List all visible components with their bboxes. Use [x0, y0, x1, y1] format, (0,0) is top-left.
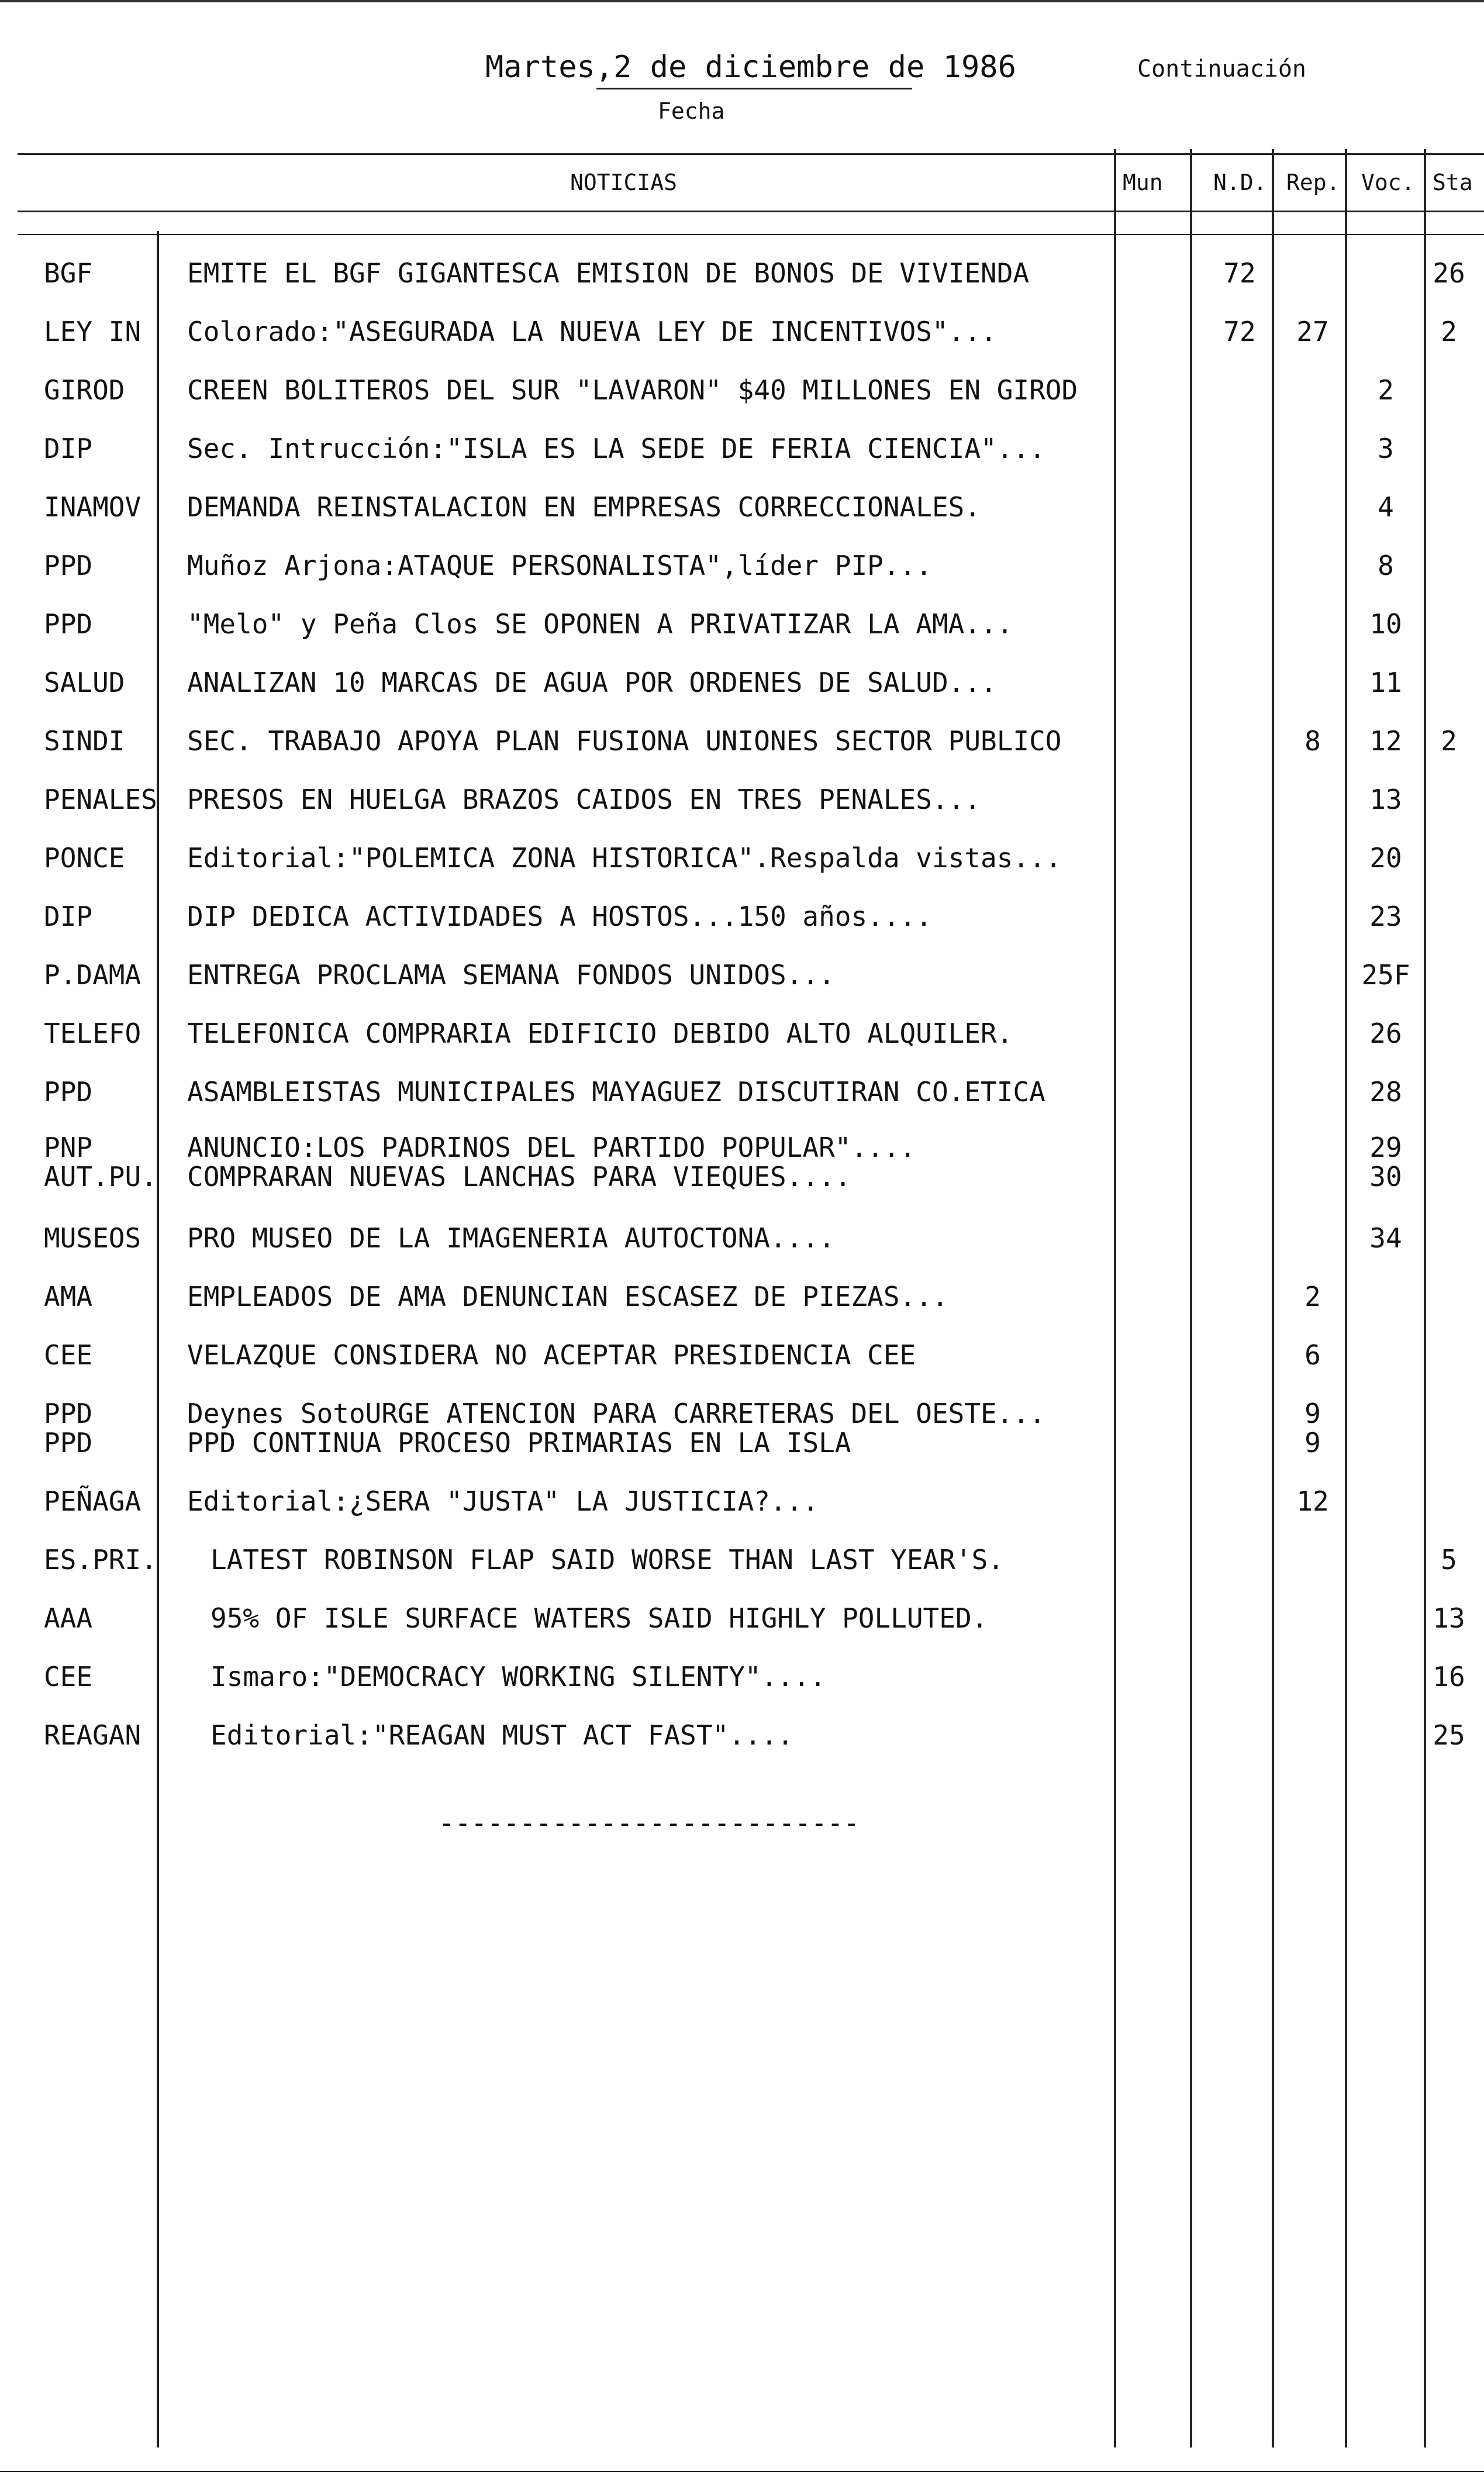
- row-voc-page: 13: [1369, 784, 1402, 815]
- row-headline: PPD CONTINUA PROCESO PRIMARIAS EN LA ISLA: [187, 1427, 851, 1459]
- row-code: DIP: [44, 901, 93, 932]
- row-voc-page: 11: [1369, 667, 1402, 698]
- col-header-voc: Voc.: [1361, 170, 1415, 195]
- row-code: PENALES: [44, 784, 157, 815]
- row-rep-page: 27: [1296, 316, 1329, 347]
- row-code: PEÑAGA: [44, 1485, 142, 1517]
- row-code: PPD: [44, 1076, 93, 1108]
- row-star-page: 25: [1433, 1719, 1465, 1751]
- row-star-page: 26: [1433, 257, 1465, 289]
- col-header-noticias: NOTICIAS: [570, 170, 678, 195]
- row-headline: Editorial:"REAGAN MUST ACT FAST"....: [210, 1719, 793, 1751]
- row-voc-page: 23: [1369, 901, 1402, 932]
- col-header-rep: Rep.: [1286, 170, 1340, 195]
- col-divider-code: [157, 231, 159, 2447]
- row-voc-page: 8: [1378, 550, 1394, 581]
- row-headline: CREEN BOLITEROS DEL SUR "LAVARON" $40 MILLONES EN GIROD: [187, 374, 1078, 406]
- row-star-page: 2: [1441, 725, 1457, 757]
- row-code: PNP: [44, 1132, 93, 1163]
- row-code: GIROD: [44, 374, 125, 406]
- row-voc-page: 25F: [1361, 959, 1410, 991]
- row-nd-page: 72: [1223, 257, 1256, 289]
- row-voc-page: 3: [1378, 433, 1394, 464]
- footer-dashes: --------------------------: [439, 1807, 860, 1839]
- top-border: [0, 0, 1484, 2]
- row-headline: LATEST ROBINSON FLAP SAID WORSE THAN LAST YEAR'S.: [210, 1544, 1005, 1576]
- row-code: PPD: [44, 550, 93, 581]
- row-headline: DEMANDA REINSTALACION EN EMPRESAS CORRECCIONALES.: [187, 491, 981, 523]
- row-code: LEY IN: [44, 316, 142, 347]
- row-headline: PRESOS EN HUELGA BRAZOS CAIDOS EN TRES PENALES...: [187, 784, 981, 815]
- row-voc-page: 2: [1378, 374, 1394, 406]
- row-code: DIP: [44, 433, 93, 464]
- row-voc-page: 20: [1369, 842, 1402, 874]
- row-headline: ASAMBLEISTAS MUNICIPALES MAYAGUEZ DISCUTIRAN CO.ETICA: [187, 1076, 1045, 1108]
- col-divider-voc: [1424, 149, 1426, 2447]
- row-headline: Deynes SotoURGE ATENCION PARA CARRETERAS DEL OESTE...: [187, 1398, 1045, 1429]
- row-headline: Muñoz Arjona:ATAQUE PERSONALISTA",líder PIP...: [187, 550, 932, 581]
- row-headline: Colorado:"ASEGURADA LA NUEVA LEY DE INCENTIVOS"...: [187, 316, 997, 347]
- row-code: AUT.PU.: [44, 1161, 157, 1192]
- row-headline: PRO MUSEO DE LA IMAGENERIA AUTOCTONA....: [187, 1222, 835, 1254]
- col-header-mun: Mun: [1123, 170, 1163, 195]
- row-headline: Editorial:¿SERA "JUSTA" LA JUSTICIA?...: [187, 1485, 819, 1517]
- row-headline: TELEFONICA COMPRARIA EDIFICIO DEBIDO ALTO ALQUILER.: [187, 1018, 1013, 1049]
- row-code: REAGAN: [44, 1719, 142, 1751]
- row-headline: 95% OF ISLE SURFACE WATERS SAID HIGHLY POLLUTED.: [210, 1602, 988, 1634]
- row-code: CEE: [44, 1339, 93, 1371]
- date-label: Fecha: [658, 98, 725, 124]
- row-headline: Ismaro:"DEMOCRACY WORKING SILENTY"....: [210, 1661, 826, 1692]
- date-text: Martes,2 de diciembre de 1986: [485, 50, 1016, 85]
- col-header-nd: N.D.: [1213, 170, 1267, 195]
- col-divider-mun: [1190, 149, 1192, 2447]
- row-voc-page: 34: [1369, 1222, 1402, 1254]
- table-top-rule: [18, 153, 1484, 155]
- col-divider-news: [1114, 149, 1116, 2447]
- row-voc-page: 12: [1369, 725, 1402, 757]
- row-headline: EMPLEADOS DE AMA DENUNCIAN ESCASEZ DE PIEZAS...: [187, 1281, 948, 1312]
- bottom-border: [0, 2471, 1484, 2472]
- row-code: P.DAMA: [44, 959, 142, 991]
- row-star-page: 2: [1441, 316, 1457, 347]
- row-headline: ENTREGA PROCLAMA SEMANA FONDOS UNIDOS...: [187, 959, 835, 991]
- row-rep-page: 9: [1304, 1398, 1321, 1429]
- row-headline: ANUNCIO:LOS PADRINOS DEL PARTIDO POPULAR"....: [187, 1132, 916, 1163]
- row-voc-page: 28: [1369, 1076, 1402, 1108]
- row-headline: "Melo" y Peña Clos SE OPONEN A PRIVATIZAR LA AMA...: [187, 608, 1013, 640]
- row-nd-page: 72: [1223, 316, 1256, 347]
- row-rep-page: 9: [1304, 1427, 1321, 1459]
- table-header-rule-2: [18, 234, 1484, 235]
- row-code: PPD: [44, 608, 93, 640]
- row-headline: Editorial:"POLEMICA ZONA HISTORICA".Respalda vistas...: [187, 842, 1062, 874]
- col-divider-nd: [1272, 149, 1274, 2447]
- row-voc-page: 10: [1369, 608, 1402, 640]
- row-headline: EMITE EL BGF GIGANTESCA EMISION DE BONOS DE VIVIENDA: [187, 257, 1030, 289]
- row-code: PPD: [44, 1398, 93, 1429]
- row-headline: COMPRARAN NUEVAS LANCHAS PARA VIEQUES....: [187, 1161, 851, 1192]
- row-rep-page: 12: [1296, 1485, 1329, 1517]
- row-voc-page: 4: [1378, 491, 1394, 523]
- row-headline: Sec. Intrucción:"ISLA ES LA SEDE DE FERIA CIENCIA"...: [187, 433, 1045, 464]
- row-star-page: 5: [1441, 1544, 1457, 1576]
- row-code: INAMOV: [44, 491, 142, 523]
- row-headline: ANALIZAN 10 MARCAS DE AGUA POR ORDENES DE SALUD...: [187, 667, 997, 698]
- row-star-page: 13: [1433, 1602, 1465, 1634]
- row-rep-page: 8: [1304, 725, 1321, 757]
- row-rep-page: 2: [1304, 1281, 1321, 1312]
- row-code: TELEFO: [44, 1018, 142, 1049]
- date-underline: [596, 88, 912, 89]
- col-header-star: Sta: [1433, 170, 1473, 195]
- row-code: AMA: [44, 1281, 93, 1312]
- table-header-rule: [18, 211, 1484, 212]
- row-voc-page: 30: [1369, 1161, 1402, 1192]
- row-headline: SEC. TRABAJO APOYA PLAN FUSIONA UNIONES SECTOR PUBLICO: [187, 725, 1062, 757]
- row-rep-page: 6: [1304, 1339, 1321, 1371]
- row-headline: DIP DEDICA ACTIVIDADES A HOSTOS...150 años....: [187, 901, 932, 932]
- row-code: CEE: [44, 1661, 93, 1692]
- row-code: PONCE: [44, 842, 125, 874]
- row-code: ES.PRI.: [44, 1544, 157, 1576]
- row-code: PPD: [44, 1427, 93, 1459]
- continuation-label: Continuación: [1137, 56, 1306, 82]
- row-code: AAA: [44, 1602, 93, 1634]
- row-star-page: 16: [1433, 1661, 1465, 1692]
- row-voc-page: 26: [1369, 1018, 1402, 1049]
- row-code: SINDI: [44, 725, 125, 757]
- row-code: MUSEOS: [44, 1222, 142, 1254]
- row-voc-page: 29: [1369, 1132, 1402, 1163]
- row-code: SALUD: [44, 667, 125, 698]
- row-headline: VELAZQUE CONSIDERA NO ACEPTAR PRESIDENCIA CEE: [187, 1339, 916, 1371]
- row-code: BGF: [44, 257, 93, 289]
